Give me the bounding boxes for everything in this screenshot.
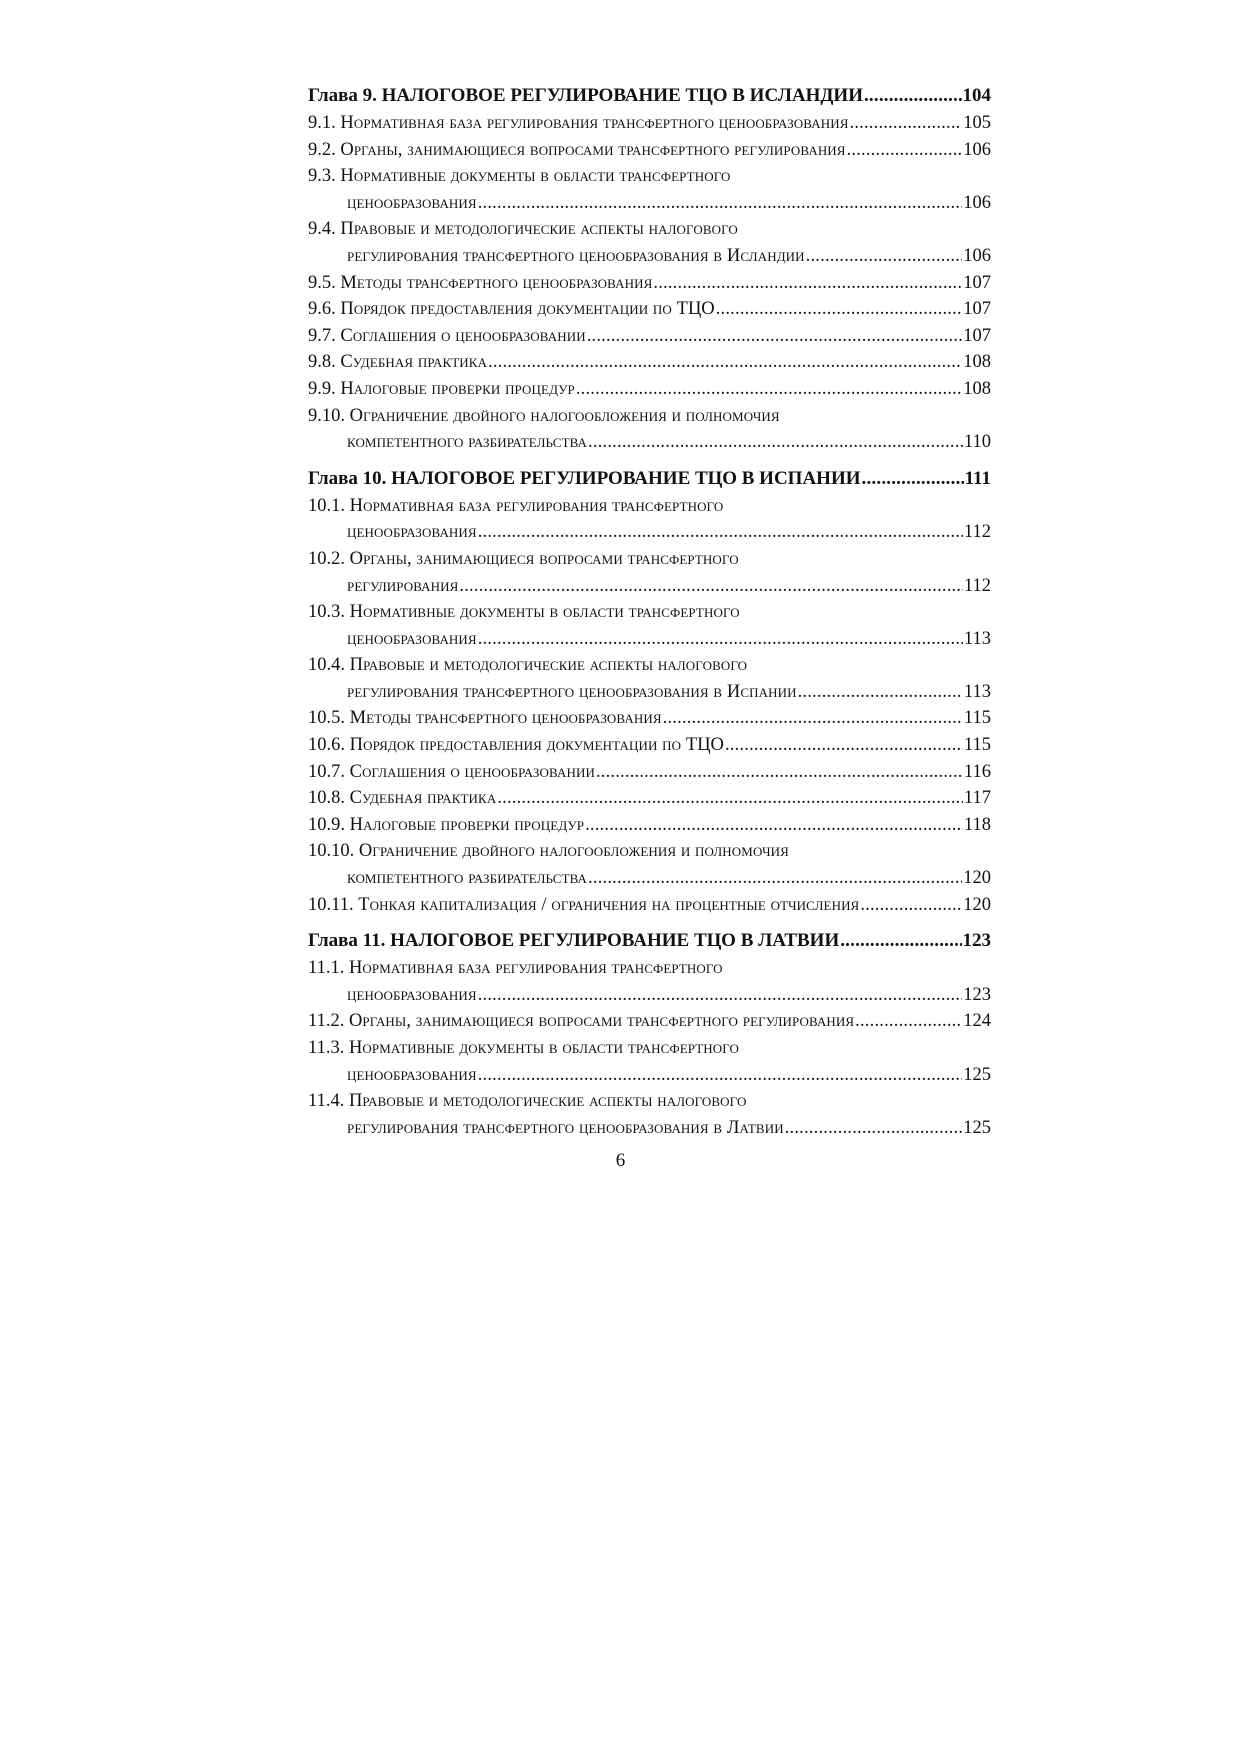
entry-text: ценообразования bbox=[347, 192, 477, 213]
entry-number: 10.4. bbox=[308, 655, 350, 676]
entry-number: 9.1. bbox=[308, 113, 341, 133]
toc-entry-10-10[interactable] bbox=[308, 838, 991, 865]
toc-entry-10-4[interactable] bbox=[308, 652, 991, 679]
page-ref: 124 bbox=[963, 1011, 991, 1032]
toc-entry-9-9[interactable] bbox=[308, 376, 991, 403]
toc-entry-11-4-cont[interactable] bbox=[308, 1115, 991, 1142]
page-ref: 123 bbox=[962, 930, 991, 952]
entry-text: Органы, занимающиеся вопросами трансфертного регулирования bbox=[340, 139, 846, 160]
dot-leader bbox=[478, 519, 963, 546]
toc-entry-10-3[interactable] bbox=[308, 599, 991, 626]
page-ref: 115 bbox=[963, 735, 991, 756]
entry-text: Нормативная база регулирования трансфертного bbox=[349, 495, 724, 516]
toc-entry-10-1[interactable] bbox=[308, 493, 991, 520]
entry-number: 10.8. bbox=[308, 788, 350, 809]
entry-number: 10.3. bbox=[308, 602, 350, 623]
entry-number: 10.2. bbox=[308, 548, 350, 569]
entry-text: Налоговые проверки процедур bbox=[340, 378, 575, 399]
entry-number: 10.11. bbox=[308, 894, 359, 915]
toc-entry-9-8[interactable] bbox=[308, 349, 991, 376]
entry-text: Нормативная база регулирования трансфертного bbox=[348, 958, 723, 979]
toc-entry-9-5[interactable] bbox=[308, 270, 991, 297]
dot-leader bbox=[785, 1115, 963, 1142]
entry-number: 10.9. bbox=[308, 814, 350, 835]
entry-text: ценообразования bbox=[347, 984, 477, 1005]
entry-number: 9.10. bbox=[308, 405, 350, 426]
dot-leader bbox=[478, 190, 963, 217]
page-ref: 112 bbox=[963, 522, 991, 543]
page-ref: 118 bbox=[963, 814, 991, 835]
entry-text: Судебная практика bbox=[340, 352, 488, 373]
entry-text: Правовые и методологические аспекты налогового bbox=[340, 219, 738, 240]
entry-text: ценообразования bbox=[347, 522, 477, 543]
entry-number: 9.6. bbox=[308, 299, 341, 320]
entry-text: Методы трансфертного ценообразования bbox=[349, 708, 662, 729]
toc-entry-10-10-cont[interactable] bbox=[308, 865, 991, 892]
toc-entry-10-2-cont[interactable] bbox=[308, 573, 991, 600]
entry-text: регулирования трансфертного ценообразования в Испании bbox=[347, 681, 797, 702]
toc-entry-11-1-cont[interactable] bbox=[308, 982, 991, 1009]
dot-leader bbox=[716, 296, 963, 323]
page-ref: 115 bbox=[963, 708, 991, 729]
entry-text: Нормативная база регулирования трансфертного ценообразования bbox=[340, 113, 849, 133]
entry-text: регулирования трансфертного ценообразования в Латвии bbox=[347, 1117, 784, 1138]
entry-number: 9.3. bbox=[308, 166, 341, 187]
entry-number: 9.2. bbox=[308, 139, 341, 160]
entry-text: Правовые и методологические аспекты налогового bbox=[348, 1091, 747, 1112]
entry-text: Органы, занимающиеся вопросами трансфертного bbox=[349, 548, 739, 569]
entry-text: Нормативные документы в области трансфертного bbox=[340, 166, 731, 187]
entry-number: 10.6. bbox=[308, 735, 350, 756]
toc-entry-10-5[interactable] bbox=[308, 705, 991, 732]
dot-leader bbox=[596, 759, 963, 786]
entry-number: 11.3. bbox=[308, 1038, 349, 1058]
dot-leader bbox=[588, 865, 962, 892]
dot-leader bbox=[478, 1062, 963, 1089]
dot-leader bbox=[847, 137, 963, 164]
entry-number: 9.4. bbox=[308, 219, 341, 240]
toc-entry-11-3[interactable] bbox=[308, 1035, 991, 1062]
entry-number: 10.7. bbox=[308, 761, 350, 782]
toc-entry-10-3-cont[interactable] bbox=[308, 626, 991, 653]
toc-entry-11-2[interactable] bbox=[308, 1008, 991, 1035]
toc-chapter-9[interactable] bbox=[308, 82, 991, 110]
dot-leader bbox=[663, 705, 963, 732]
page-ref: 113 bbox=[963, 681, 991, 702]
entry-number: 11.4. bbox=[308, 1091, 349, 1112]
entry-number: 10.1. bbox=[308, 495, 350, 516]
toc-entry-9-7[interactable] bbox=[308, 323, 991, 350]
entry-text: Соглашения о ценообразовании bbox=[349, 761, 595, 782]
entry-text: Правовые и методологические аспекты налогового bbox=[349, 655, 748, 676]
dot-leader bbox=[850, 110, 963, 137]
page-ref: 123 bbox=[963, 984, 991, 1005]
entry-text: регулирования трансфертного ценообразования в Исландии bbox=[347, 245, 805, 266]
page-ref: 111 bbox=[964, 467, 991, 489]
dot-leader bbox=[860, 892, 962, 919]
page-ref: 110 bbox=[963, 432, 991, 453]
toc-entry-10-4-cont[interactable] bbox=[308, 679, 991, 706]
page-ref: 104 bbox=[962, 85, 991, 106]
page-ref: 125 bbox=[963, 1117, 991, 1138]
page-ref: 117 bbox=[963, 788, 991, 809]
entry-text: компетентного разбирательства bbox=[347, 432, 588, 453]
page-ref: 107 bbox=[963, 272, 991, 293]
dot-leader bbox=[478, 982, 963, 1009]
entry-number: 9.7. bbox=[308, 325, 341, 346]
entry-text: Судебная практика bbox=[349, 788, 497, 809]
toc-chapter-10[interactable] bbox=[308, 465, 991, 493]
dot-leader bbox=[806, 243, 963, 270]
toc-entry-10-9[interactable] bbox=[308, 812, 991, 839]
toc-entry-10-7[interactable] bbox=[308, 759, 991, 786]
entry-number: 9.8. bbox=[308, 352, 341, 373]
page-ref: 106 bbox=[963, 192, 991, 213]
dot-leader bbox=[588, 429, 963, 456]
toc-entry-9-10[interactable] bbox=[308, 403, 991, 430]
dot-leader bbox=[576, 376, 962, 403]
page-ref: 116 bbox=[963, 761, 991, 782]
toc-entry-10-11[interactable] bbox=[308, 892, 991, 919]
toc-entry-11-4[interactable] bbox=[308, 1088, 991, 1115]
entry-text: ценообразования bbox=[347, 628, 477, 649]
page-ref: 107 bbox=[963, 299, 991, 320]
entry-number: 11.2. bbox=[308, 1011, 349, 1032]
entry-text: Органы, занимающиеся вопросами трансфертного регулирования bbox=[348, 1011, 855, 1032]
entry-text: Соглашения о ценообразовании bbox=[340, 325, 586, 346]
toc-entry-9-1[interactable] bbox=[308, 110, 991, 137]
page-ref: 113 bbox=[963, 628, 991, 649]
entry-text: Порядок предоставления документации по ТЦО bbox=[340, 299, 715, 320]
page-number: 6 bbox=[615, 1150, 626, 1171]
chapter-title: Глава 10. НАЛОГОВОЕ РЕГУЛИРОВАНИЕ ТЦО В ИСПАНИИ bbox=[308, 467, 861, 489]
dot-leader bbox=[459, 573, 963, 600]
toc-entry-9-4[interactable] bbox=[308, 216, 991, 243]
entry-number: 10.10. bbox=[308, 841, 359, 862]
page-ref: 106 bbox=[963, 245, 991, 266]
toc-entry-10-8[interactable] bbox=[308, 785, 991, 812]
toc-entry-9-6[interactable] bbox=[308, 296, 991, 323]
entry-number: 9.5. bbox=[308, 272, 341, 293]
entry-number: 10.5. bbox=[308, 708, 350, 729]
entry-text: регулирования bbox=[347, 575, 459, 596]
toc-entry-11-1[interactable] bbox=[308, 955, 991, 982]
entry-text: Тонкая капитализация / ограничения на процентные отчисления bbox=[358, 894, 860, 915]
dot-leader bbox=[478, 626, 963, 653]
dot-leader bbox=[653, 270, 962, 297]
dot-leader bbox=[864, 82, 962, 110]
entry-text: Ограничение двойного налогообложения и полномочия bbox=[349, 405, 780, 426]
toc-entry-9-10-cont[interactable] bbox=[308, 429, 991, 456]
page-ref: 106 bbox=[963, 139, 991, 160]
dot-leader bbox=[855, 1008, 962, 1035]
chapter-title: Глава 11. НАЛОГОВОЕ РЕГУЛИРОВАНИЕ ТЦО В ЛАТВИИ bbox=[308, 930, 840, 952]
entry-text: Нормативные документы в области трансфертного bbox=[349, 602, 740, 623]
table-of-contents bbox=[308, 82, 991, 1141]
entry-text: ценообразования bbox=[347, 1064, 477, 1085]
dot-leader bbox=[587, 323, 963, 350]
toc-entry-10-6[interactable] bbox=[308, 732, 991, 759]
dot-leader bbox=[585, 812, 963, 839]
dot-leader bbox=[725, 732, 963, 759]
page-ref: 108 bbox=[963, 378, 991, 399]
toc-entry-10-1-cont[interactable] bbox=[308, 519, 991, 546]
entry-text: Налоговые проверки процедур bbox=[349, 814, 585, 835]
chapter-title: Глава 9. НАЛОГОВОЕ РЕГУЛИРОВАНИЕ ТЦО В ИСЛАНДИИ bbox=[308, 85, 863, 106]
toc-entry-9-3-cont[interactable] bbox=[308, 190, 991, 217]
entry-text: компетентного разбирательства bbox=[347, 868, 588, 889]
entry-text: Методы трансфертного ценообразования bbox=[340, 272, 653, 293]
dot-leader bbox=[862, 465, 964, 493]
page-ref: 120 bbox=[963, 894, 991, 915]
dot-leader bbox=[497, 785, 963, 812]
dot-leader bbox=[840, 927, 961, 955]
toc-chapter-11[interactable] bbox=[308, 927, 991, 955]
dot-leader bbox=[798, 679, 963, 706]
page-ref: 112 bbox=[963, 575, 991, 596]
entry-text: Ограничение двойного налогообложения и полномочия bbox=[358, 841, 789, 862]
entry-number: 11.1. bbox=[308, 958, 349, 979]
toc-entry-11-3-cont[interactable] bbox=[308, 1062, 991, 1089]
page-ref: 120 bbox=[963, 868, 991, 889]
entry-number: 9.9. bbox=[308, 378, 341, 399]
page-ref: 108 bbox=[963, 352, 991, 373]
toc-entry-9-4-cont[interactable] bbox=[308, 243, 991, 270]
page-ref: 105 bbox=[963, 113, 991, 133]
dot-leader bbox=[488, 349, 962, 376]
entry-text: Нормативные документы в области трансфертного bbox=[348, 1038, 740, 1058]
page-ref: 125 bbox=[963, 1064, 991, 1085]
page-ref: 107 bbox=[963, 325, 991, 346]
toc-entry-9-3[interactable] bbox=[308, 163, 991, 190]
toc-entry-9-2[interactable] bbox=[308, 137, 991, 164]
entry-text: Порядок предоставления документации по ТЦО bbox=[349, 735, 724, 756]
toc-entry-10-2[interactable] bbox=[308, 546, 991, 573]
